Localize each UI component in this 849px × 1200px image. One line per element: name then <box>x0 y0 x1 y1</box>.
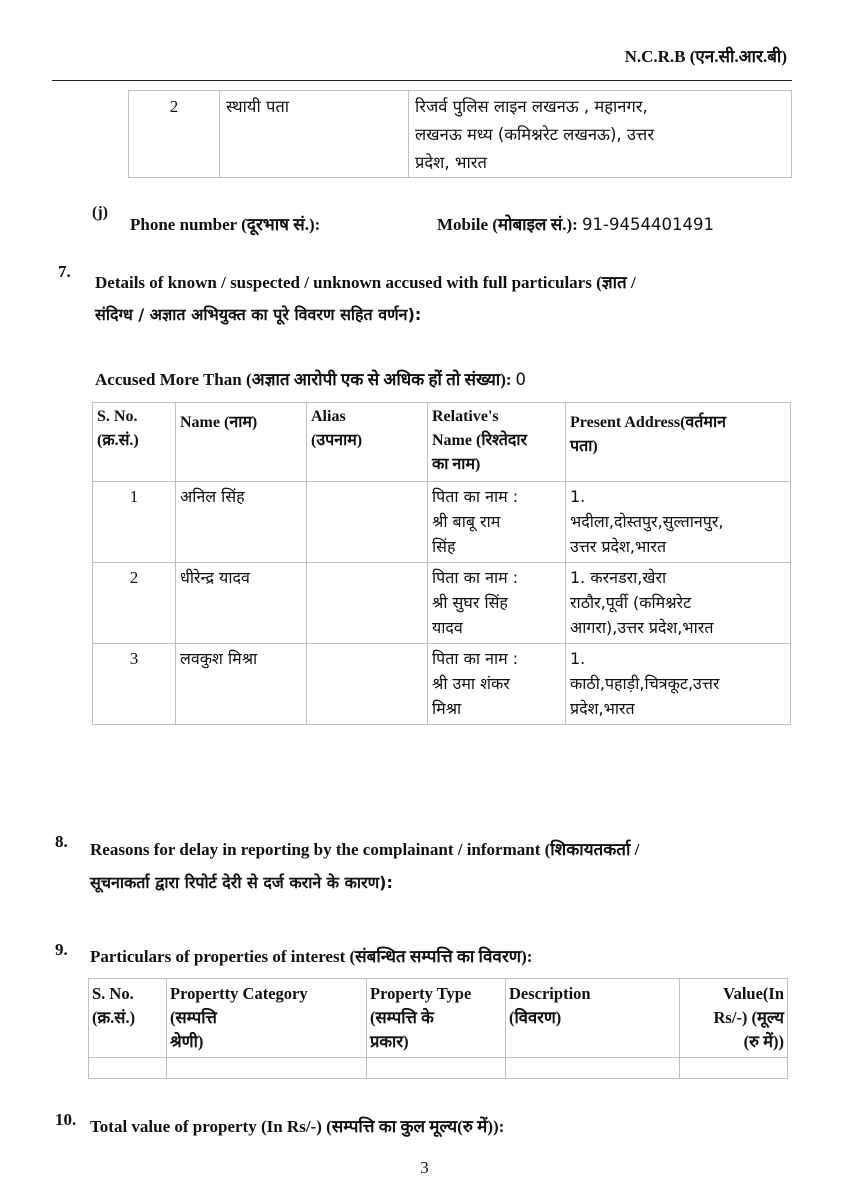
address-line: प्रदेश,भारत <box>570 699 635 718</box>
col-header-address <box>566 403 791 482</box>
table-row <box>129 91 792 178</box>
section-10-title: Total value of property (In Rs/-) (सम्पत्ति का कुल मूल्य(रु में)): <box>90 1117 505 1136</box>
col-header-category <box>167 979 367 1058</box>
header-line: (सम्पत्ति के <box>370 1008 434 1027</box>
relative-line: पिता का नाम : <box>432 487 519 506</box>
table-header-row <box>93 403 791 482</box>
relative-line: श्री सुघर सिंह <box>432 593 508 612</box>
section-9-number: 9. <box>55 940 68 959</box>
accused-name: धीरेन्द्र यादव <box>176 563 307 644</box>
header-line: Value(In <box>723 984 784 1003</box>
accused-relative <box>428 563 566 644</box>
empty-cell <box>680 1058 788 1079</box>
accused-alias <box>307 644 428 725</box>
address-line: 1. करनडरा,खेरा <box>570 568 667 587</box>
col-header-sno <box>93 403 176 482</box>
address-line: आगरा),उत्तर प्रदेश,भारत <box>570 618 714 637</box>
mobile-field <box>437 212 714 235</box>
relative-line: यादव <box>432 618 463 637</box>
accused-sno: 1 <box>93 482 176 563</box>
header-line: Propertty Category <box>170 984 308 1003</box>
accused-more-than-value: 0 <box>515 370 527 389</box>
header-line: Relative's <box>432 408 499 425</box>
address-line: काठी,पहाड़ी,चित्रकूट,उत्तर <box>570 674 720 693</box>
header-line: (विवरण) <box>509 1008 562 1027</box>
accused-alias <box>307 563 428 644</box>
accused-name: लवकुश मिश्रा <box>176 644 307 725</box>
empty-cell <box>167 1058 367 1079</box>
empty-cell <box>367 1058 506 1079</box>
address-line: प्रदेश, भारत <box>415 153 487 172</box>
empty-cell <box>506 1058 680 1079</box>
header-line: S. No. <box>92 984 134 1003</box>
address-row-label: स्थायी पता <box>220 91 409 178</box>
accused-relative <box>428 644 566 725</box>
col-header-sno <box>89 979 167 1058</box>
header-line: Present Address(वर्तमान <box>570 414 727 431</box>
col-header-type <box>367 979 506 1058</box>
accused-table <box>92 402 791 725</box>
header-line: Name (रिश्तेदार <box>432 432 528 449</box>
header-line: प्रकार) <box>370 1032 409 1051</box>
accused-sno: 3 <box>93 644 176 725</box>
header-line: का नाम) <box>432 456 481 473</box>
col-header-value <box>680 979 788 1058</box>
relative-line: पिता का नाम : <box>432 568 519 587</box>
relative-line: मिश्रा <box>432 699 462 718</box>
page-number: 3 <box>420 1158 429 1177</box>
section-8-title-line1: Reasons for delay in reporting by the complainant / informant (शिकायतकर्ता / <box>90 840 640 859</box>
col-header-name <box>176 403 307 482</box>
accused-alias <box>307 482 428 563</box>
col-header-description <box>506 979 680 1058</box>
empty-cell <box>89 1058 167 1079</box>
header-line: पता) <box>570 438 598 455</box>
header-line: (उपनाम) <box>311 432 363 449</box>
accused-name: अनिल सिंह <box>176 482 307 563</box>
table-row <box>93 644 791 725</box>
accused-more-than-field <box>95 367 526 390</box>
address-line: भदीला,दोस्तपुर,सुल्तानपुर, <box>570 512 724 531</box>
header-line: Rs/-) (मूल्य <box>713 1008 784 1027</box>
phone-label: Phone number (दूरभाष सं.): <box>130 215 321 234</box>
header-line: Property Type <box>370 984 472 1003</box>
mobile-value: 91-9454401491 <box>582 215 714 234</box>
page-header-title: N.C.R.B (एन.सी.आर.बी) <box>624 47 787 66</box>
accused-more-than-label: Accused More Than (अज्ञात आरोपी एक से अधिक हों तो संख्या): <box>95 370 512 389</box>
address-line: लखनऊ मध्य (कमिश्नरेट लखनऊ), उत्तर <box>415 125 655 144</box>
header-line: (सम्पत्ति <box>170 1008 217 1027</box>
header-line: Alias <box>311 408 346 425</box>
header-line: श्रेणी) <box>170 1032 204 1051</box>
relative-line: सिंह <box>432 537 456 556</box>
header-line: Description <box>509 984 591 1003</box>
table-row <box>89 1058 788 1079</box>
accused-address <box>566 563 791 644</box>
header-line: (क्र.सं.) <box>97 432 139 449</box>
address-line: रिजर्व पुलिस लाइन लखनऊ , महानगर, <box>415 97 648 116</box>
header-line: Name (नाम) <box>180 414 258 431</box>
accused-sno: 2 <box>93 563 176 644</box>
permanent-address-table <box>128 90 792 178</box>
table-header-row <box>89 979 788 1058</box>
address-line: 1. <box>570 487 586 506</box>
section-7-number: 7. <box>58 262 71 281</box>
table-row <box>93 563 791 644</box>
address-row-number: 2 <box>129 91 220 178</box>
relative-line: पिता का नाम : <box>432 649 519 668</box>
section-8-number: 8. <box>55 832 68 851</box>
section-9-title: Particulars of properties of interest (संबन्धित सम्पत्ति का विवरण): <box>90 947 533 966</box>
address-line: उत्तर प्रदेश,भारत <box>570 537 667 556</box>
table-row <box>93 482 791 563</box>
phone-marker: (j) <box>92 204 108 221</box>
properties-table <box>88 978 788 1079</box>
col-header-alias <box>307 403 428 482</box>
section-10-number: 10. <box>55 1110 77 1129</box>
section-7-title-line2: संदिग्ध / अज्ञात अभियुक्त का पूरे विवरण सहित वर्णन): <box>95 305 422 324</box>
header-line: S. No. <box>97 408 138 425</box>
col-header-relative <box>428 403 566 482</box>
relative-line: श्री बाबू राम <box>432 512 501 531</box>
address-row-value <box>409 91 792 178</box>
address-line: राठौर,पूर्वी (कमिश्नरेट <box>570 593 692 612</box>
header-line: (रु में)) <box>743 1032 784 1051</box>
accused-address <box>566 482 791 563</box>
header-line: (क्र.सं.) <box>92 1008 136 1027</box>
section-8-title-line2: सूचनाकर्ता द्वारा रिपोर्ट देरी से दर्ज कराने के कारण): <box>90 873 393 892</box>
accused-relative <box>428 482 566 563</box>
accused-address <box>566 644 791 725</box>
mobile-label: Mobile (मोबाइल सं.): <box>437 215 578 234</box>
header-divider <box>52 80 792 81</box>
relative-line: श्री उमा शंकर <box>432 674 510 693</box>
address-line: 1. <box>570 649 586 668</box>
section-7-title-line1: Details of known / suspected / unknown accused with full particulars (ज्ञात / <box>95 273 636 292</box>
